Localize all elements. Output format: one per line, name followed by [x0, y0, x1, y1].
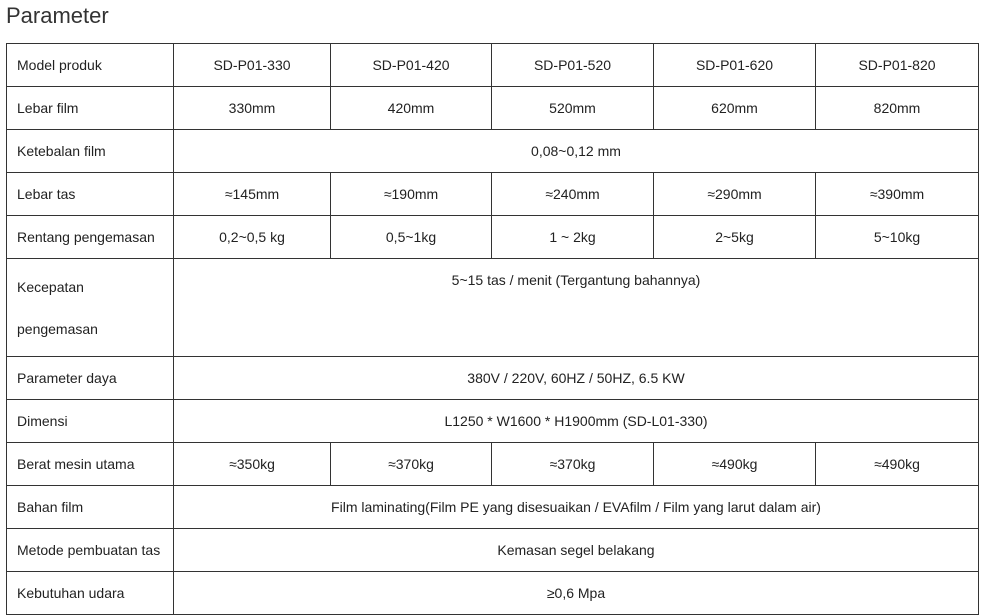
table-row-power — [7, 357, 979, 400]
cell-packing-speed: 5~15 tas / menit (Tergantung bahannya) — [174, 259, 979, 357]
cell-bag-width-5: ≈390mm — [816, 173, 979, 216]
row-label-air: Kebutuhan udara — [7, 572, 174, 615]
table-row-film-thickness — [7, 130, 979, 173]
cell-film-thickness: 0,08~0,12 mm — [174, 130, 979, 173]
cell-model-1: SD-P01-330 — [174, 44, 331, 87]
cell-weight-2: ≈370kg — [331, 443, 492, 486]
cell-weight-5: ≈490kg — [816, 443, 979, 486]
cell-weight-3: ≈370kg — [492, 443, 654, 486]
cell-power: 380V / 220V, 60HZ / 50HZ, 6.5 KW — [174, 357, 979, 400]
cell-bag-width-2: ≈190mm — [331, 173, 492, 216]
cell-packing-range-5: 5~10kg — [816, 216, 979, 259]
row-label-packing-speed-line1: Kecepatan — [17, 278, 84, 295]
row-label-packing-range: Rentang pengemasan — [7, 216, 174, 259]
cell-model-3: SD-P01-520 — [492, 44, 654, 87]
parameter-table — [6, 43, 979, 615]
table-row-model — [7, 44, 979, 87]
row-label-dimension: Dimensi — [7, 400, 174, 443]
cell-packing-range-2: 0,5~1kg — [331, 216, 492, 259]
cell-bag-width-4: ≈290mm — [654, 173, 816, 216]
row-label-film-material: Bahan film — [7, 486, 174, 529]
cell-bag-width-1: ≈145mm — [174, 173, 331, 216]
cell-film-width-5: 820mm — [816, 87, 979, 130]
cell-film-width-1: 330mm — [174, 87, 331, 130]
table-row-packing-speed — [7, 259, 979, 357]
row-label-film-width: Lebar film — [7, 87, 174, 130]
cell-dimension: L1250 * W1600 * H1900mm (SD-L01-330) — [174, 400, 979, 443]
table-row-bag-method — [7, 529, 979, 572]
cell-packing-range-1: 0,2~0,5 kg — [174, 216, 331, 259]
table-row-air — [7, 572, 979, 615]
row-label-film-thickness: Ketebalan film — [7, 130, 174, 173]
table-row-dimension — [7, 400, 979, 443]
table-row-film-width — [7, 87, 979, 130]
row-label-model: Model produk — [7, 44, 174, 87]
cell-bag-width-3: ≈240mm — [492, 173, 654, 216]
table-row-bag-width — [7, 173, 979, 216]
row-label-power: Parameter daya — [7, 357, 174, 400]
cell-bag-method: Kemasan segel belakang — [174, 529, 979, 572]
cell-film-material: Film laminating(Film PE yang disesuaikan / EVAfilm / Film yang larut dalam air) — [174, 486, 979, 529]
row-label-packing-speed — [7, 259, 174, 357]
cell-model-2: SD-P01-420 — [331, 44, 492, 87]
cell-model-5: SD-P01-820 — [816, 44, 979, 87]
cell-film-width-3: 520mm — [492, 87, 654, 130]
row-label-weight: Berat mesin utama — [7, 443, 174, 486]
cell-packing-range-3: 1 ~ 2kg — [492, 216, 654, 259]
cell-weight-1: ≈350kg — [174, 443, 331, 486]
row-label-bag-width: Lebar tas — [7, 173, 174, 216]
cell-model-4: SD-P01-620 — [654, 44, 816, 87]
page-title: Parameter — [6, 3, 109, 28]
table-row-weight — [7, 443, 979, 486]
table-row-packing-range — [7, 216, 979, 259]
cell-film-width-4: 620mm — [654, 87, 816, 130]
cell-air: ≥0,6 Mpa — [174, 572, 979, 615]
cell-weight-4: ≈490kg — [654, 443, 816, 486]
table-row-film-material — [7, 486, 979, 529]
cell-film-width-2: 420mm — [331, 87, 492, 130]
row-label-packing-speed-line2: pengemasan — [17, 320, 98, 337]
cell-packing-range-4: 2~5kg — [654, 216, 816, 259]
row-label-bag-method: Metode pembuatan tas — [7, 529, 174, 572]
